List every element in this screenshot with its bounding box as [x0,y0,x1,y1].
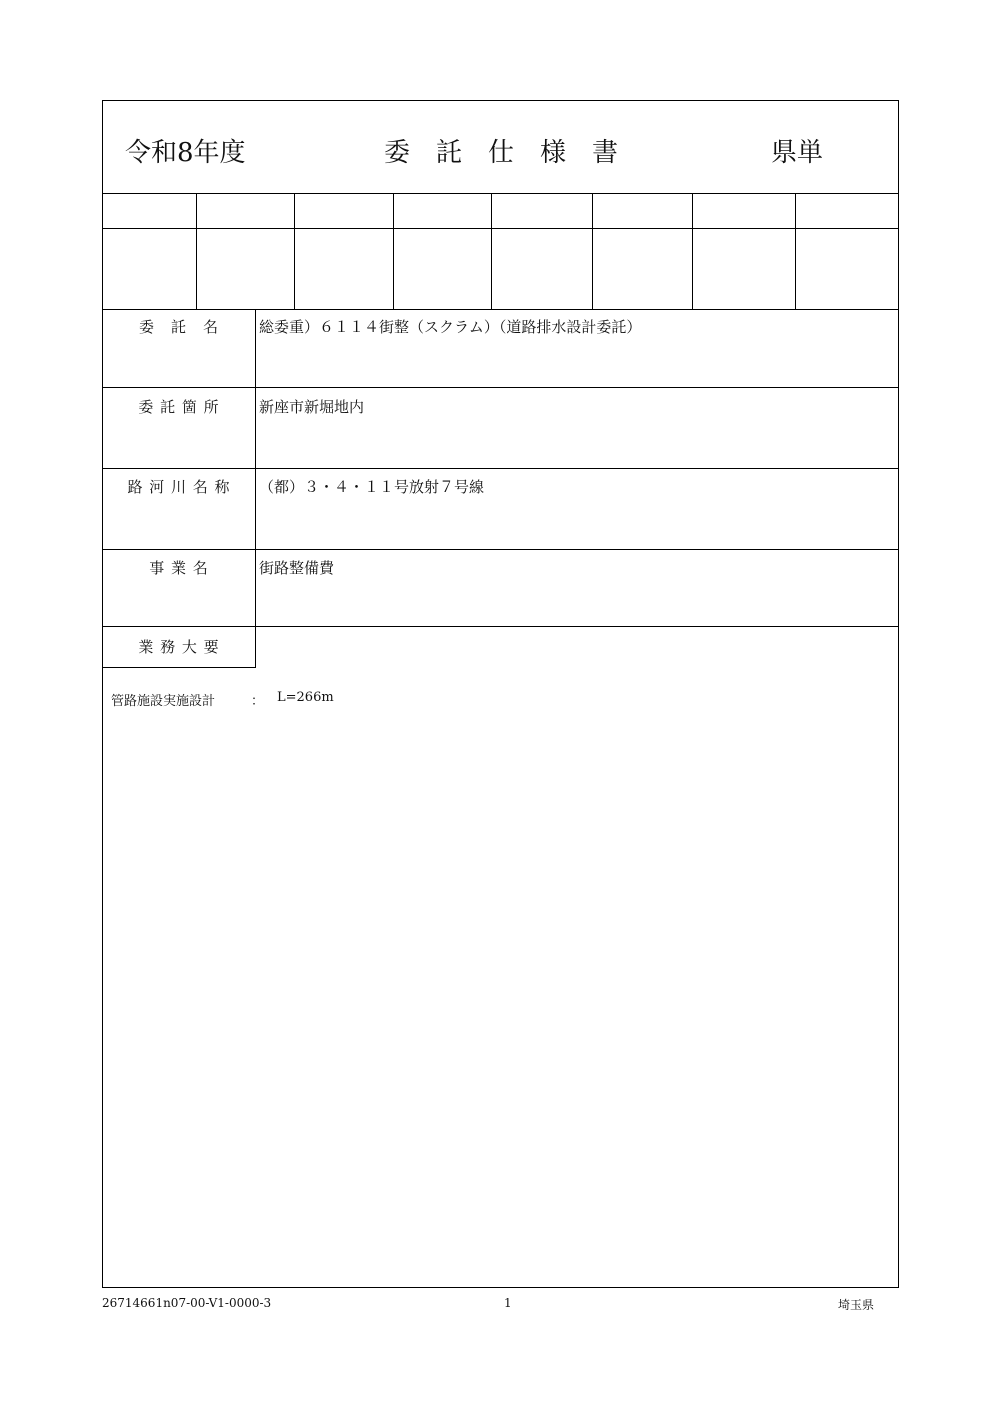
field-label-project-name: 事 業 名 [149,559,209,577]
field-label-work-summary: 業 務 大 要 [138,638,220,656]
page-number: 1 [504,1296,512,1310]
field-label-contract-name: 委 託 名 [138,318,219,336]
stamp-col-divider-2 [294,193,295,309]
stamp-col-divider-4 [491,193,492,309]
row-divider-3 [102,549,899,550]
label-box-bottom [102,667,256,668]
row-divider-2 [102,468,899,469]
stamp-col-divider-5 [592,193,593,309]
stamp-col-divider-1 [196,193,197,309]
field-value-route-name: （都）３・４・１１号放射７号線 [259,478,485,496]
label-column-divider [255,309,256,667]
stamp-grid-bottom [102,309,899,310]
summary-item: 管路施設実施設計 [111,694,216,709]
document-frame [102,100,899,1288]
issuer: 埼玉県 [838,1298,875,1312]
stamp-col-divider-7 [795,193,796,309]
field-value-contract-name: 総委重）６１１４街整（スクラム）（道路排水設計委託） [259,318,642,336]
field-value-location: 新座市新堀地内 [259,398,365,416]
field-value-project-name: 街路整備費 [259,559,335,577]
row-divider-4 [102,626,899,627]
field-label-route-name: 路 河 川 名 称 [127,478,231,496]
stamp-col-divider-6 [692,193,693,309]
document-code: 26714661n07-00-V1-0000-3 [102,1296,272,1310]
fiscal-year: 令和8年度 [125,138,246,168]
document-title: 委 託 仕 様 書 [384,138,619,168]
stamp-row-divider [102,228,899,229]
summary-separator: ： [251,694,265,709]
summary-quantity: L=266m [277,690,334,705]
budget-category: 県単 [771,138,824,168]
row-divider-1 [102,387,899,388]
header-divider [102,193,899,194]
stamp-col-divider-3 [393,193,394,309]
field-label-location: 委 託 箇 所 [138,398,220,416]
